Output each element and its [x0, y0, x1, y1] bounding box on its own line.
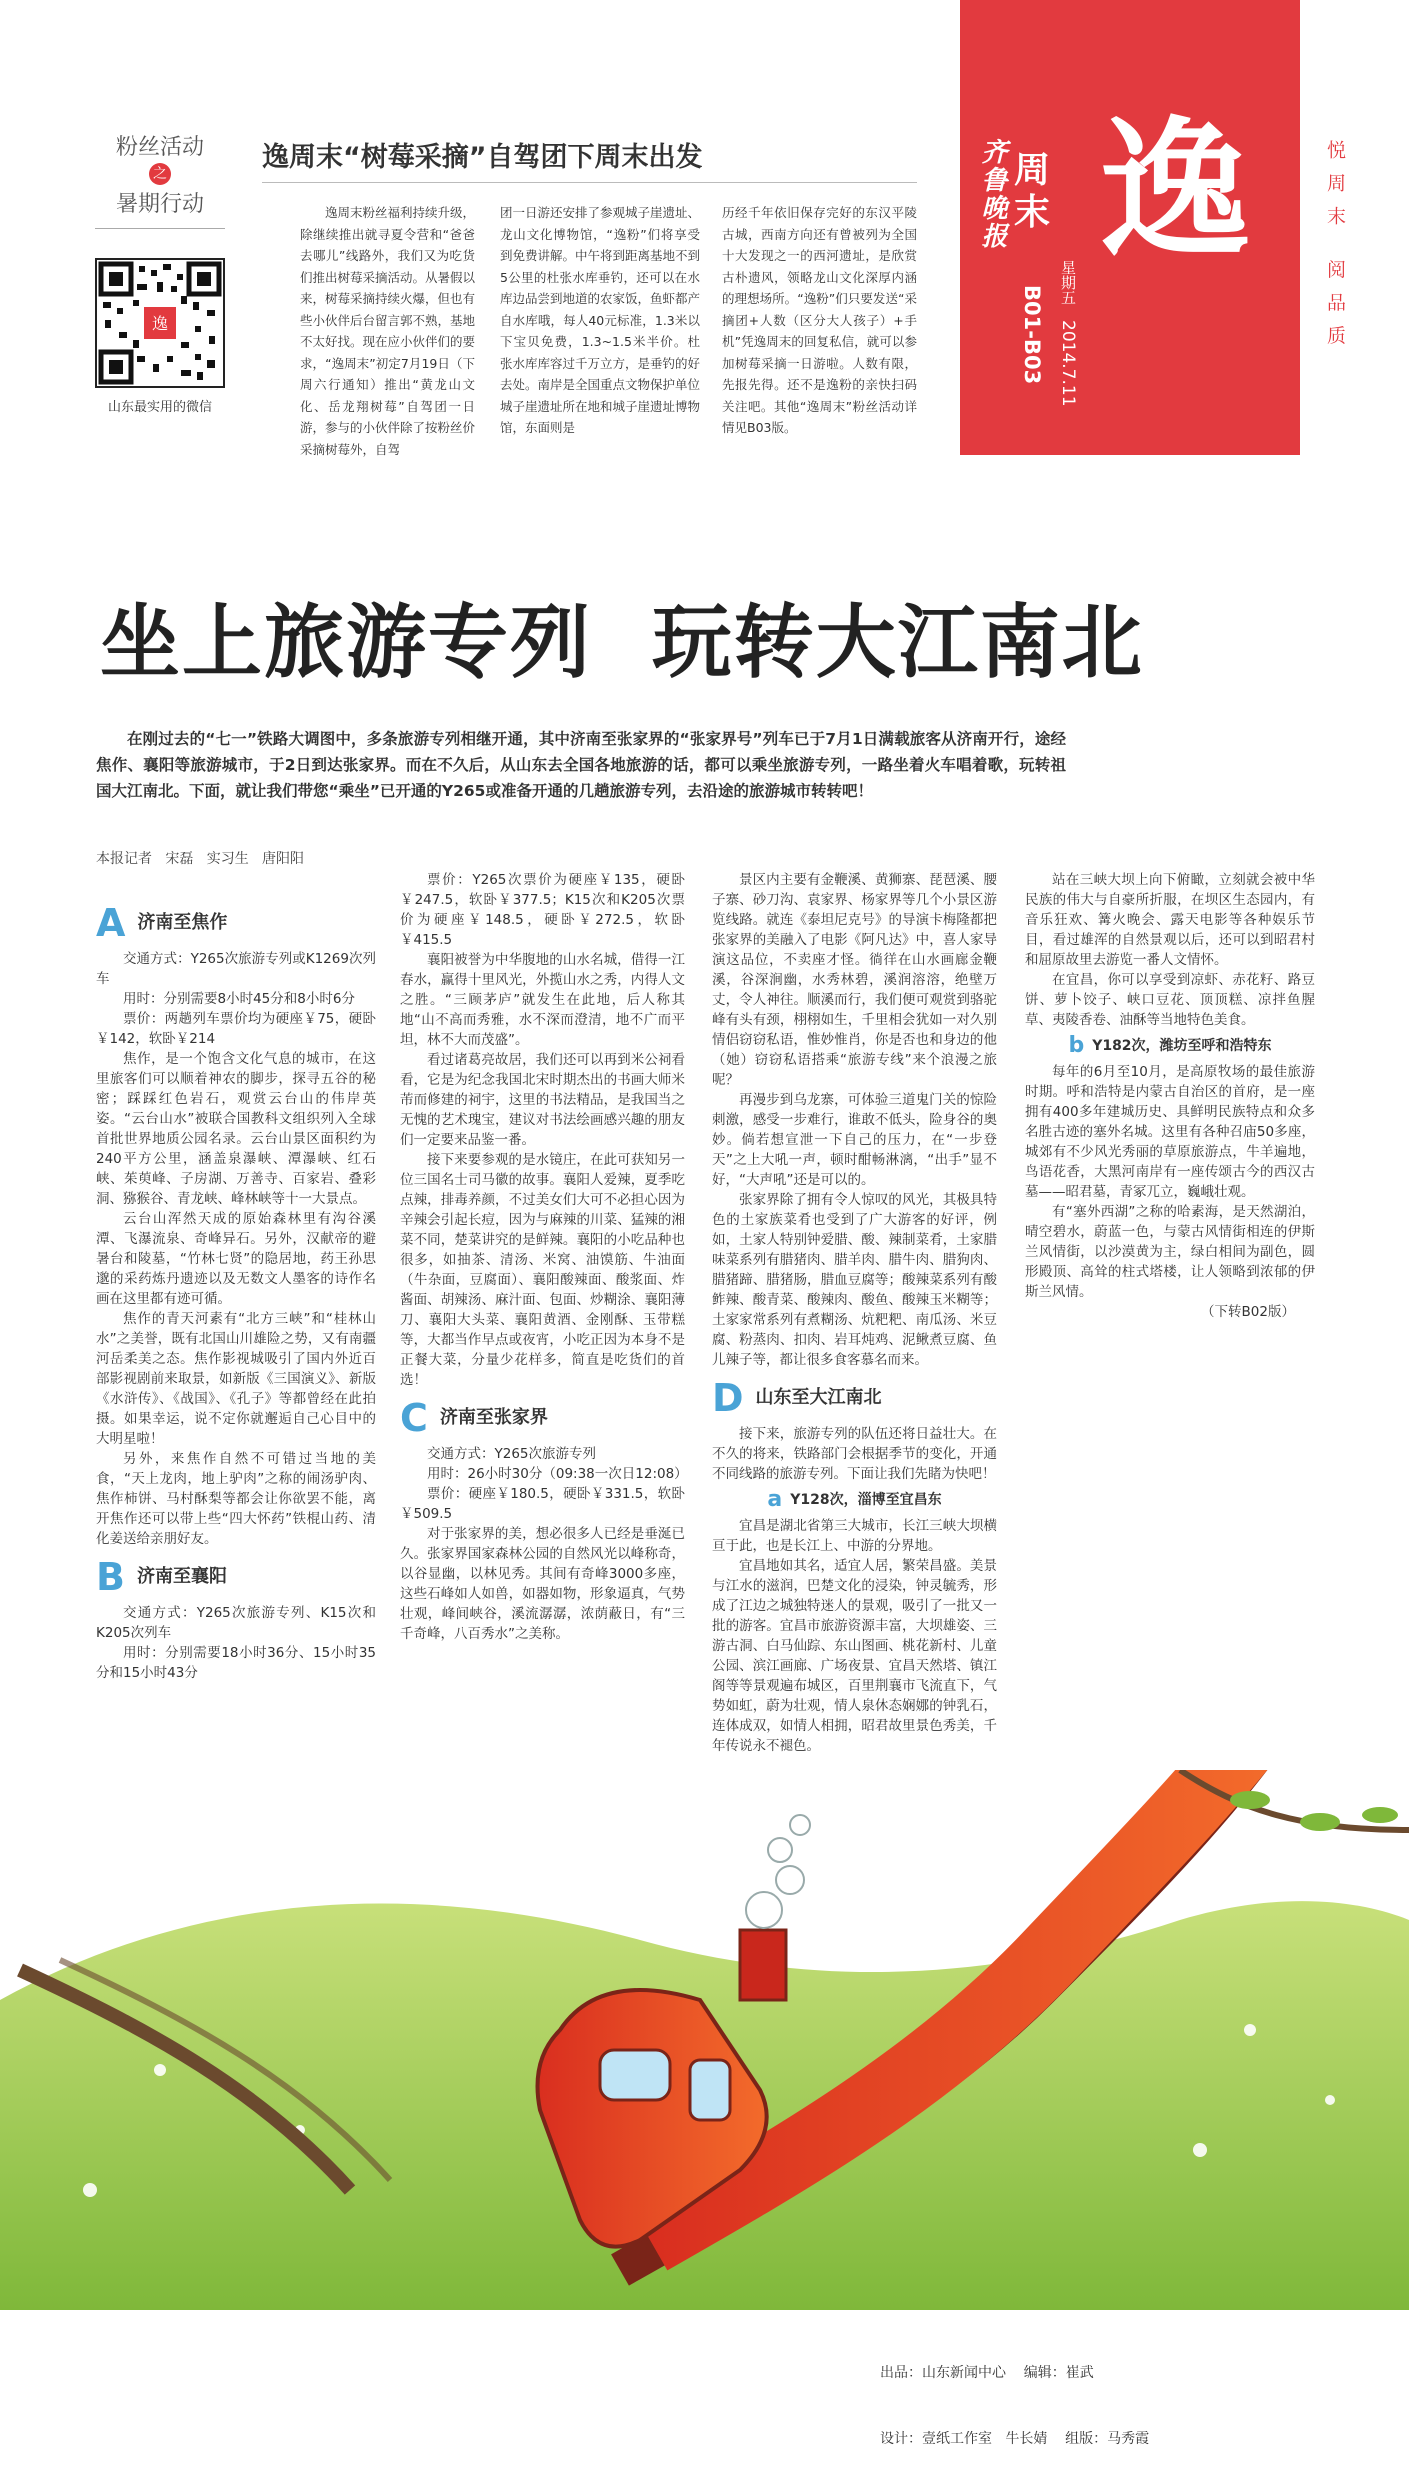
- byline: 本报记者 宋磊 实习生 唐阳阳: [96, 851, 305, 867]
- masthead-newspaper: 齐鲁晚报: [977, 138, 1007, 250]
- promo-label-top: 粉丝活动: [115, 135, 204, 160]
- section-b-heading: [96, 1557, 376, 1597]
- subsection-a-title: Y128次，淄博至宜昌东: [790, 1492, 942, 1508]
- masthead-section: 周末: [1013, 150, 1050, 233]
- column-3: [712, 870, 997, 1756]
- section-a-para-4: 另外，来焦作自然不可错过当地的美食，“天上龙肉，地上驴肉”之称的闹汤驴肉、焦作柿饼、马村酥梨等都会让你欲罢不能，离开焦作还可以带上些“四大怀药”铁棍山药、清化姜送给亲朋好友。: [96, 1451, 376, 1547]
- section-c-para-4: 张家界除了拥有令人惊叹的风光，其极具特色的土家族菜肴也受到了广大游客的好评，例如，土家人特别钟爱腊、酸、辣制菜肴，土家腊味菜系列有腊猪肉、腊羊肉、腊牛肉、腊狗肉、腊猪蹄、腊猪肠，腊血豆腐等；酸辣菜系列有酸鲊辣、酸青菜、酸辣肉、酸鱼、酸辣玉米糊等；土家家常系列有煮糊汤、炕粑粑、南瓜汤、米豆腐、粉蒸肉、扣肉、岩耳炖鸡、泥鳅煮豆腐、鱼儿辣子等，都让很多食客慕名而来。: [712, 1192, 997, 1368]
- lead-paragraph: [96, 726, 1066, 804]
- qr-caption: 山东最实用的微信: [107, 400, 212, 415]
- section-b-title: 济南至襄阳: [136, 1566, 227, 1587]
- subsection-a-para-1: 宜昌是湖北省第三大城市，长江三峡大坝横亘于此，也是长江上、中游的分界地。: [712, 1518, 997, 1554]
- subsection-b-heading: [1025, 1033, 1315, 1058]
- section-a-info-3: 票价：两趟列车票价均为硬座￥75，硬卧￥142，软卧￥214: [96, 1011, 376, 1047]
- section-b-para-2: 看过诸葛亮故居，我们还可以再到米公祠看看，它是为纪念我国北宋时期杰出的书画大师米芾而修建的祠宇，这里的书法精品，是我国当之无愧的艺术瑰宝，建议对书法绘画感兴趣的朋友们一定要来品鉴一番。: [400, 1052, 685, 1148]
- steam-icon: [746, 1815, 810, 1928]
- promo-headline-rule: [262, 182, 917, 183]
- svg-text:逸: 逸: [151, 314, 169, 333]
- section-b-info-3: 票价：Y265次票价为硬座￥135，硬卧￥247.5，软卧￥377.5；K15次和K205次票价为硬座￥148.5，硬卧￥272.5，软卧￥415.5: [400, 872, 685, 948]
- lead-text: 在刚过去的“七一”铁路大调图中，多条旅游专列相继开通，其中济南至张家界的“张家界号”列车已于7月1日满载旅客从济南开行，途经焦作、襄阳等旅游城市，于2日到达张家界。而在不久后，从山东去全国各地旅游的话，都可以乘坐旅游专列，一路坐着火车唱着歌，玩转祖国大江南北。下面，就让我们带您“乘坐”已开通的Y265或准备开通的几趟旅游专列，去沿途的旅游城市转转吧！: [96, 730, 1066, 800]
- promo-label-bottom: 暑期行动: [115, 192, 204, 217]
- masthead-date: 2014.7.11: [1058, 320, 1078, 407]
- section-a-info-1: 交通方式：Y265次旅游专列或K1269次列车: [96, 951, 376, 987]
- section-b-letter: B: [96, 1555, 125, 1599]
- masthead-weekday: 星期五: [1059, 260, 1077, 305]
- subsection-a-para-2: 宜昌地如其名，适宜人居，繁荣昌盛。美景与江水的滋润，巴楚文化的浸染，钟灵毓秀，形成了江边之城独特迷人的景观，吸引了一批又一批的游客。宜昌市旅游资源丰富，大坝雄姿、三游古洞、白马仙踪、东山图画、桃花新村、儿童公园、滨江画廊、广场夜景、宜昌天然塔、镇江阁等等景观遍布城区，百里荆襄市飞流直下，气势如虹，蔚为壮观，情人泉休态娴娜的钟乳石，连体成双，如情人相拥，昭君故里景色秀美，千年传说永不褪色。: [712, 1558, 997, 1754]
- section-c-info-3: 票价：硬座￥180.5，硬卧￥331.5，软卧￥509.5: [400, 1486, 685, 1522]
- section-a-para-1: 焦作，是一个饱含文化气息的城市，在这里旅客们可以顺着神农的脚步，探寻五谷的秘密；踩踩红色岩石，观赏云台山的伟岸英姿。“云台山水”被联合国教科文组织列入全球首批世界地质公园名录。云台山景区面积约为240平方公里，涵盖泉瀑峡、潭瀑峡、红石峡、茱萸峰、子房湖、万善寺、百家岩、叠彩洞、猕猴谷、青龙峡、峰林峡等十一大景点。: [96, 1051, 376, 1207]
- section-b-info-2: 用时：分别需要18小时36分、15小时35分和15小时43分: [96, 1645, 376, 1681]
- section-b-para-3: 接下来要参观的是水镜庄，在此可获知另一位三国名士司马徽的故事。襄阳人爱辣，夏季吃点辣，排毒养颜，不过美女们大可不必担心因为辛辣会引起长痘，因为与麻辣的川菜、猛辣的湘菜不同，楚菜讲究的是鲜辣。襄阳的小吃品种也很多，如抽茶、清汤、米窝、油馍筋、牛油面（牛杂面，豆腐面）、襄阳酸辣面、酸浆面、炸酱面、胡辣汤、麻汁面、包面、炒糊涂、襄阳薄刀、襄阳大头菜、襄阳黄酒、金刚酥、玉带糕等，大都当作早点或夜宵，小吃正因为本身不是正餐大菜，分量少花样多，简直是吃货们的首选！: [400, 1152, 685, 1388]
- subsection-b-para-2: 有“塞外西湖”之称的哈素海，是天然湖泊，晴空碧水，蔚蓝一色，与蒙古风情街相连的伊斯兰风情街，以沙漠黄为主，绿白相间为副色，圆形殿顶、高耸的柱式塔楼，让人领略到浓郁的伊斯兰风情。: [1025, 1204, 1315, 1300]
- promo-col-1: [300, 202, 475, 460]
- subsection-b-letter: b: [1068, 1033, 1085, 1058]
- section-a-para-3: 焦作的青天河素有“北方三峡”和“桂林山水”之美誉，既有北国山川雄险之势，又有南疆河岳柔美之态。焦作影视城吸引了国内外近百部影视剧前来取景，如新版《三国演义》、新版《水浒传》、《战国》、《孔子》等都曾经在此拍摄。如果幸运，说不定你就邂逅自己心目中的大明星啦！: [96, 1311, 376, 1447]
- subsection-a-letter: a: [767, 1487, 783, 1512]
- section-a-para-2: 云台山浑然天成的原始森林里有沟谷溪潭、飞瀑流泉、奇峰异石。另外，汉献帝的避暑台和陵墓，“竹林七贤”的隐居地，药王孙思邈的采药炼丹遗迹以及无数文人墨客的诗作名画在这里都有迹可循。: [96, 1211, 376, 1307]
- subsection-b-para-1: 每年的6月至10月，是高原牧场的最佳旅游时期。呼和浩特是内蒙古自治区的首府，是一座拥有400多年建城历史、具鲜明民族特点和众多名胜古迹的塞外名城。这里有各种召庙50多座，城郊有不少风光秀丽的草原旅游点，牛羊遍地，鸟语花香，大黑河南岸有一座传颂古今的西汉古墓——昭君墓，青冢兀立，巍峨壮观。: [1025, 1064, 1315, 1200]
- column-4: [1025, 870, 1315, 1322]
- section-b-info-1: 交通方式：Y265次旅游专列、K15次和K205次列车: [96, 1605, 376, 1641]
- section-c-info-2: 用时：26小时30分（09:38一次日12:08）: [427, 1466, 688, 1482]
- column-2: [400, 870, 688, 1644]
- section-a-heading: [96, 903, 376, 943]
- section-c-title: 济南至张家界: [439, 1407, 548, 1428]
- section-d-title: 山东至大江南北: [755, 1387, 882, 1408]
- subsection-b-title: Y182次，潍坊至呼和浩特东: [1092, 1038, 1272, 1054]
- footer-line-1: 出品：山东新闻中心 编辑：崔武: [880, 2365, 1094, 2381]
- promo-label: [95, 130, 225, 218]
- section-d-para-1: 接下来，旅游专列的队伍还将日益壮大。在不久的将来，铁路部门会根据季节的变化，开通不同线路的旅游专列。下面让我们先睹为快吧！: [712, 1426, 997, 1482]
- masthead: [960, 0, 1300, 455]
- subsection-a-heading: [712, 1487, 997, 1512]
- section-c-para-2: 景区内主要有金鞭溪、黄狮寨、琵琶溪、腰子寨、砂刀沟、袁家界、杨家界等几个小景区游览线路。就连《泰坦尼克号》的导演卡梅隆都把张家界的美融入了电影《阿凡达》中，喜人家导演这品位，不卖座才怪。徜徉在山水画廊金鞭溪，谷深涧幽，水秀林碧，溪润溶溶，绝壁万丈，令人神往。顺溪而行，我们便可观赏到骆驼峰有头有颈，栩栩如生，千里相会犹如一对久别情侣窃窃私语，惟妙惟肖，你是否也和身边的他（她）窃窃私语搭乘“旅游专线”来个浪漫之旅呢？: [712, 872, 997, 1088]
- subsection-a-para-4: 在宜昌，你可以享受到凉虾、赤花籽、路豆饼、萝卜饺子、峡口豆花、顶顶糕、凉拌鱼腥草、夷陵香卷、油酥等当地特色美食。: [1025, 972, 1315, 1028]
- section-c-para-3: 再漫步到乌龙寨，可体验三道鬼门关的惊险刺激，感受一步难行，谁敢不低头，险身谷的奥妙。倘若想宣泄一下自己的压力，在“一步登天”之上大吼一声，顿时酣畅淋漓，“出手”显不好，“大声吼”还是可以的。: [712, 1092, 997, 1188]
- promo-col-1-text: 逸周末粉丝福利持续升级，除继续推出就寻夏令营和“爸爸去哪儿”线路外，我们又为吃货们推出树莓采摘活动。从暑假以来，树莓采摘持续火爆，但也有些小伙伴后台留言郭不熟，基地不太好找。现在应小伙伴们的要求，“逸周末”初定7月19日（下周六行通知）推出“黄龙山文化、岳龙翔树莓”自驾团一日游，参与的小伙伴除了按粉丝价采摘树莓外，自驾: [300, 205, 476, 457]
- section-a-info-2: 用时：分别需要8小时45分和8小时6分: [123, 991, 355, 1007]
- qr-pattern-icon: [97, 260, 223, 386]
- promo-headline: 逸周末“树莓采摘”自驾团下周末出发: [262, 142, 703, 173]
- main-title: 坐上旅游专列 玩转大江南北: [100, 596, 1144, 689]
- promo-col-3: [722, 202, 917, 439]
- section-b-para-1: 襄阳被誉为中华腹地的山水名城，借得一江春水，赢得十里风光，外揽山水之秀，内得人文之胜。“三顾茅庐”就发生在此地，后人称其地“山不高而秀雅，水不深而澄清，地不广而平坦，林不大而茂盛”。: [400, 952, 685, 1048]
- section-a-letter: A: [96, 901, 126, 945]
- section-c-heading: [400, 1398, 685, 1438]
- section-c-info-1: 交通方式：Y265次旅游专列: [427, 1446, 597, 1462]
- section-c-letter: C: [400, 1396, 428, 1440]
- masthead-big-char: 逸: [1100, 102, 1251, 278]
- masthead-pages: B01-B03: [1020, 285, 1044, 385]
- promo-col-3-text: 历经千年依旧保存完好的东汉平陵古城，西南方向还有曾被列为全国十大发现之一的西河遗址，是欣赏古朴遗风，领略龙山文化深厚内涵的理想场所。“逸粉”们只要发送“采摘团+人数（区分大人孩子）+手机”凭逸周末的回复私信，就可以参加树莓采摘一日游啦。人数有限，先报先得。还不是逸粉的亲快扫码关注吧。其他“逸周末”粉丝活动详情见B03版。: [722, 205, 917, 435]
- subsection-a-para-3: 站在三峡大坝上向下俯瞰，立刻就会被中华民族的伟大与自豪所折服，在坝区生态园内，有音乐狂欢、篝火晚会、露天电影等各种娱乐节目，看过雄浑的自然景观以后，还可以到昭君村和屈原故里去游览一番人文情怀。: [1025, 872, 1315, 968]
- footer-line-2: 设计：壹纸工作室 牛长婧 组版：马秀霞: [880, 2431, 1150, 2447]
- qr-code[interactable]: [95, 258, 225, 388]
- promo-col-2-text: 团一日游还安排了参观城子崖遗址、龙山文化博物馆，“逸粉”们将享受到免费讲解。中午将到距离基地不到5公里的杜张水库垂钓，还可以在水库边品尝到地道的农家饭，鱼虾都产自水库哦，每人40元标准，1.3米以下宝贝免费，1.3~1.5米半价。杜张水库库容过千万立方，是垂钓的好去处。南岸是全国重点文物保护单位城子崖遗址所在地和城子崖遗址博物馆，东面则是: [500, 205, 701, 435]
- section-d-letter: D: [712, 1376, 744, 1420]
- section-a-title: 济南至焦作: [137, 912, 228, 933]
- train-illustration: [0, 1770, 1409, 2310]
- section-d-heading: [712, 1378, 997, 1418]
- section-c-para-1: 对于张家界的美，想必很多人已经是垂涎已久。张家界国家森林公园的自然风光以峰称奇，以谷显幽，以林见秀。其间有奇峰3000多座，这些石峰如人如兽，如器如物，形象逼真，气势壮观，峰间峡谷，溪流潺潺，浓荫蔽日，有“三千奇峰，八百秀水”之美称。: [400, 1526, 685, 1642]
- continued-note: （下转B02版）: [1201, 1304, 1295, 1320]
- masthead-slogan: 悦周末 阅品质: [1324, 140, 1346, 359]
- column-1: [96, 895, 376, 1683]
- footer: [880, 2318, 1149, 2472]
- promo-col-2: [500, 202, 700, 439]
- promo-divider: [95, 228, 225, 229]
- promo-label-mid: 之: [149, 163, 171, 185]
